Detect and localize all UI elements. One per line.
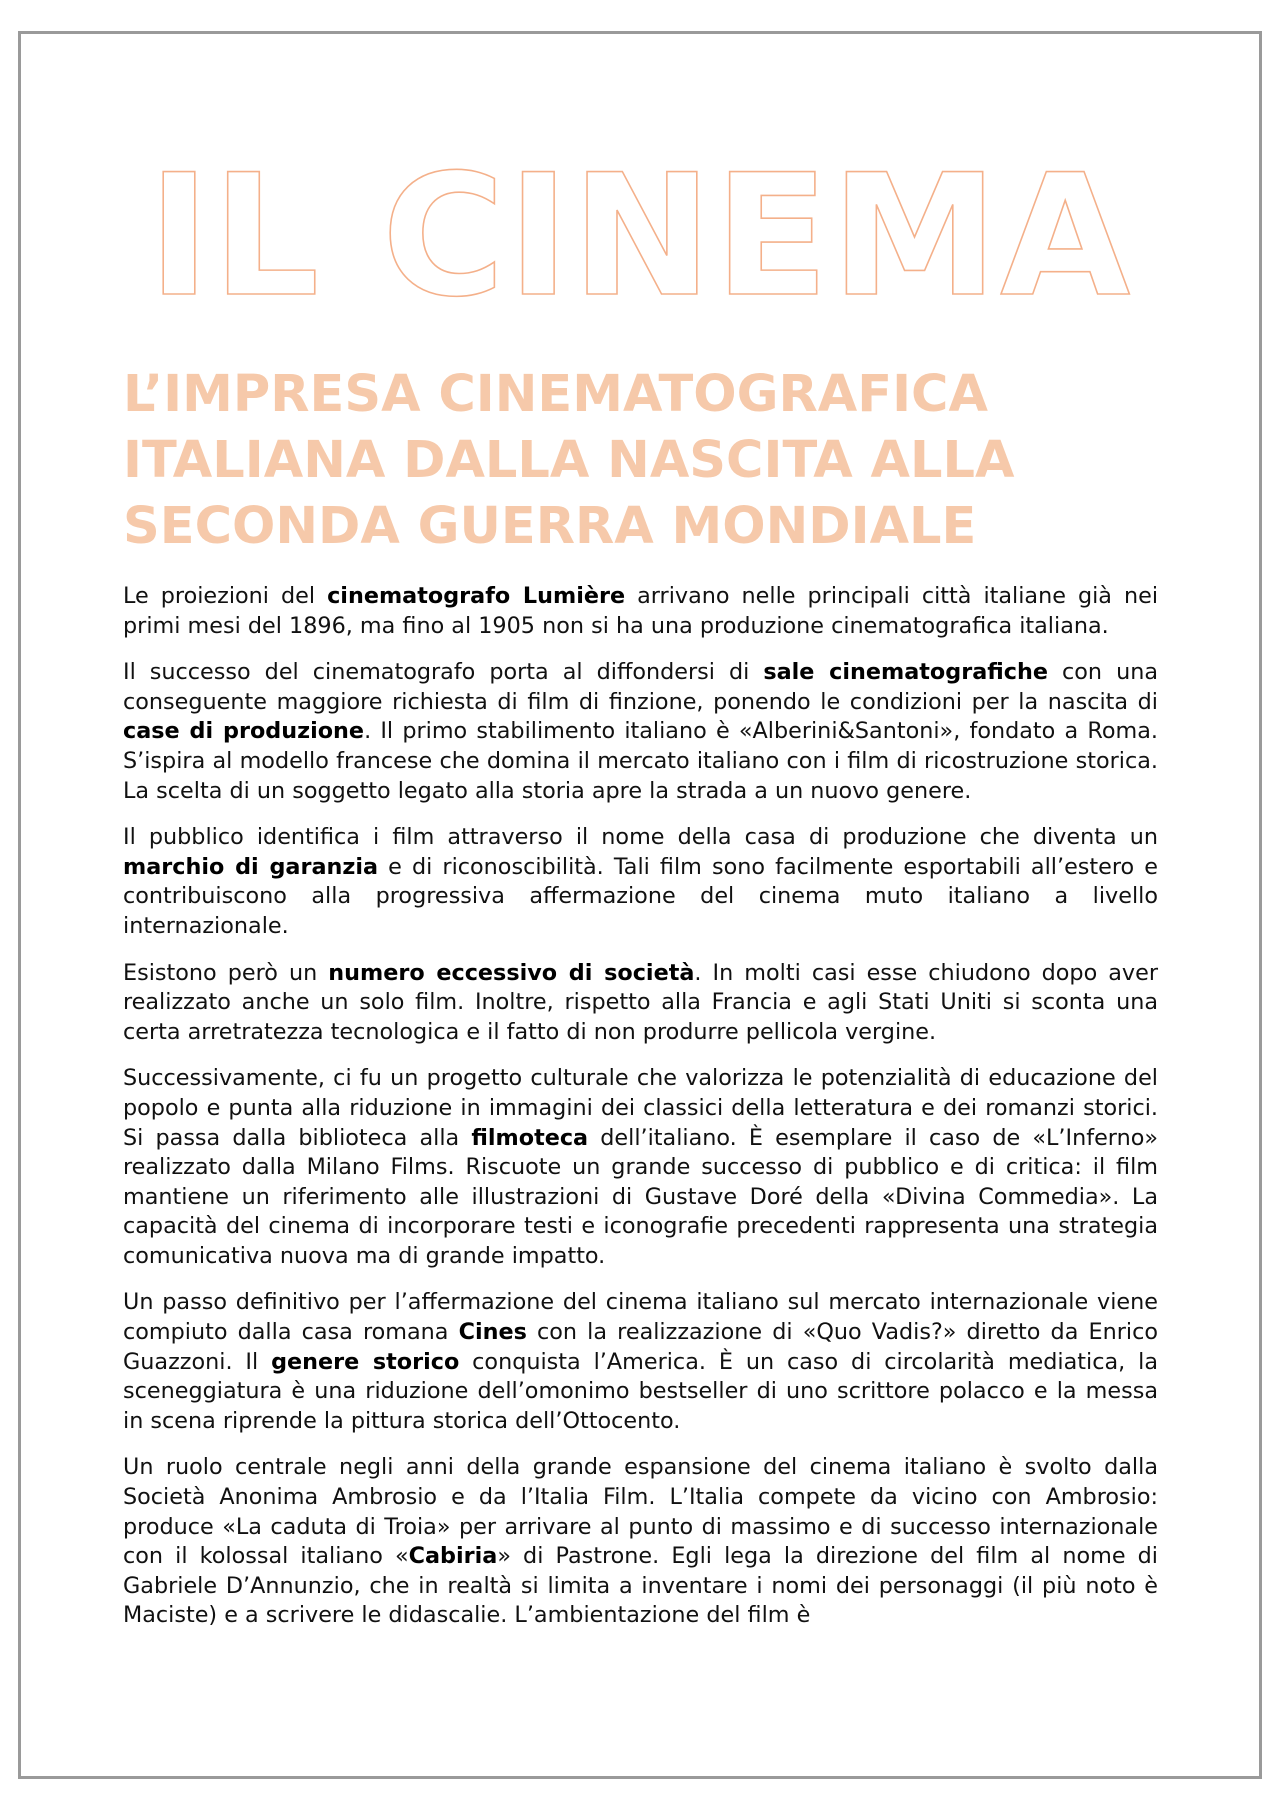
- text-run: . Il primo stabilimento italiano è «Alberini&Santoni», fondato a Roma. S’ispira al modello francese che domina il mercato italiano con i film di ricostruzione storica. La scelta di un soggetto legato alla storia apre la strada a un nuovo genere.: [123, 718, 1158, 804]
- text-run: Esistono però un: [123, 959, 329, 986]
- text-run: Un passo definitivo per l’affermazione del cinema italiano sul mercato internazionale viene compiuto dalla casa romana: [123, 1289, 1158, 1346]
- text-run: Un ruolo centrale negli anni della grande espansione del cinema italiano è svolto dalla Società Anonima Ambrosio e da l’Italia Film. L’Italia compete da vicino con Ambrosio: produce «La caduta di Troia» per arrivare al punto di massimo e di successo internazionale con il kolossal italiano «: [123, 1454, 1158, 1570]
- text-run: dell’italiano. È esemplare il caso de «L’Inferno» realizzato dalla Milano Films. Riscuote un grande successo di pubblico e di critica: il film mantiene un riferimento alle illustrazioni di Gustave Doré della «Divina Commedia». La capacità del cinema di incorporare testi e iconografie precedenti rappresenta una strategia comunicativa nuova ma di grande impatto.: [123, 1124, 1158, 1269]
- text-run: con la realizzazione di «Quo Vadis?» diretto da Enrico Guazzoni. Il: [123, 1319, 1158, 1375]
- paragraph: [123, 1288, 1158, 1436]
- paragraph: [123, 582, 1158, 641]
- bold-term: filmoteca: [471, 1124, 589, 1151]
- paragraph: [123, 658, 1158, 806]
- document-body: [123, 362, 1158, 1648]
- bold-term: cinematografo Lumière: [327, 583, 626, 609]
- paragraph: [123, 1453, 1158, 1631]
- text-run: Successivamente, ci fu un progetto culturale che valorizza le potenzialità di educazione del popolo e punta alla riduzione in immagini dei classici della letteratura e dei romanzi storici. Si passa dalla biblioteca alla: [123, 1065, 1158, 1151]
- bold-term: genere storico: [271, 1348, 460, 1375]
- bold-term: Cabiria: [408, 1543, 498, 1570]
- bold-term: case di produzione: [123, 718, 365, 745]
- bold-term: sale cinematografiche: [763, 659, 1048, 686]
- text-run: conquista l’America. È un caso di circolarità mediatica, la sceneggiatura è una riduzione dell’omonimo bestseller di uno scrittore polacco e la messa in scena riprende la pittura storica dell’Ottocento.: [123, 1348, 1158, 1434]
- text-run: arrivano nelle principali città italiane già nei primi mesi del 1896, ma fino al 1905 non si ha una produzione cinematografica italiana.: [123, 583, 1159, 639]
- text-run: e di riconoscibilità. Tali film sono facilmente esportabili all’estero e contribuiscono alla progressiva affermazione del cinema muto italiano a livello internazionale.: [123, 853, 1158, 939]
- paragraph: [123, 1064, 1158, 1271]
- paragraph: [123, 959, 1158, 1048]
- text-run: » di Pastrone. Egli lega la direzione del film al nome di Gabriele D’Annunzio, che in realtà si limita a inventare i nomi dei personaggi (il più noto è Maciste) e a scrivere le didascalie. L’ambientazione del film è: [123, 1543, 1158, 1629]
- text-run: Il pubblico identifica i film attraverso il nome della casa di produzione che diventa un: [123, 824, 1158, 851]
- text-run: Il successo del cinematografo porta al diffondersi di: [123, 659, 764, 686]
- text-run: Le proiezioni del: [123, 583, 328, 609]
- document-subtitle: L’IMPRESA CINEMATOGRAFICA ITALIANA DALLA NASCITA ALLA SECONDA GUERRA MONDIALE: [123, 365, 1015, 556]
- text-run: con una conseguente maggiore richiesta di film di finzione, ponendo le condizioni per la nascita di: [123, 659, 1158, 715]
- bold-term: Cines: [458, 1319, 527, 1346]
- bold-term: marchio di garanzia: [123, 853, 379, 880]
- text-run: . In molti casi esse chiudono dopo aver realizzato anche un solo film. Inoltre, rispetto alla Francia e agli Stati Uniti si sconta una certa arretratezza tecnologica e il fatto di non produrre pellicola vergine.: [123, 959, 1158, 1045]
- paragraph: [123, 823, 1158, 941]
- bold-term: numero eccessivo di società: [328, 959, 695, 986]
- document-title: IL CINEMA: [147, 138, 1133, 334]
